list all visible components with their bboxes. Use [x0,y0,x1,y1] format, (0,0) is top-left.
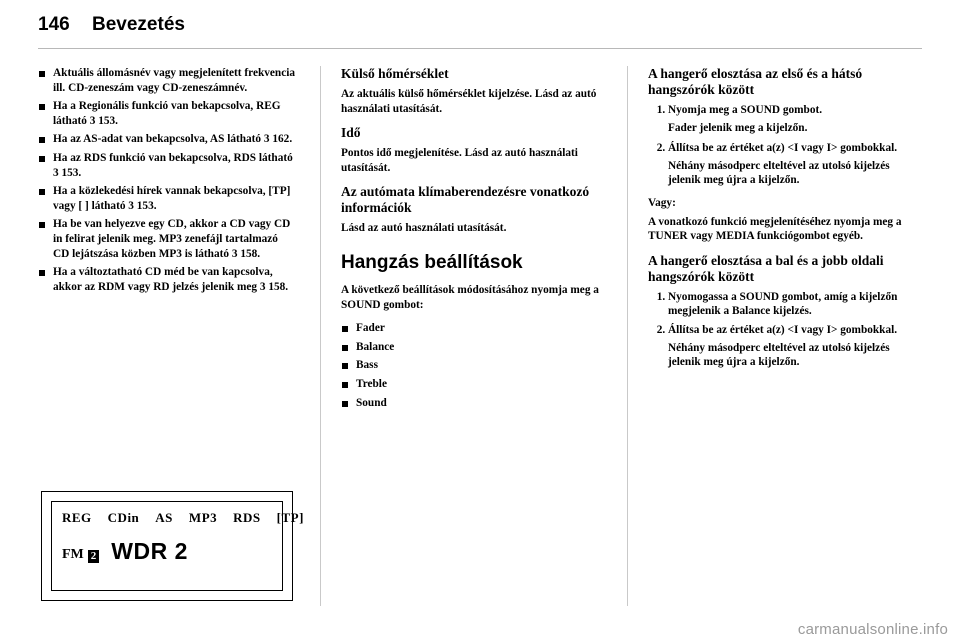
list-item: Aktuális állomásnév vagy megjelenített frekvencia ill. CD-zeneszám vagy CD-zeneszámnév. [38,66,296,95]
step-text: Állítsa be az értéket a(z) <I vagy I> gombokkal. [668,323,898,336]
step-text: Nyomja meg a SOUND gombot. [668,104,823,116]
watermark: carmanualsonline.info [797,621,948,638]
step-text: Állítsa be az értéket a(z) <I vagy I> gombokkal. [668,142,898,155]
list-item: Balance [341,340,599,355]
subheading-time: Idő [341,125,361,141]
list-item: Ha az AS-adat van bekapcsolva, AS látható 3 162. [38,132,296,147]
balance-steps [648,290,922,370]
list-item [668,290,922,319]
fader-steps [648,103,922,188]
status-cdin: CDin [107,510,140,525]
step-note: Fader jelenik meg a kijelzőn. [668,121,808,134]
list-item: Ha a közlekedési hírek vannak bekapcsolva, [TP] vagy [ ] látható 3 153. [38,184,296,213]
step-note: Néhány másodperc elteltével az utolsó kijelzés jelenik meg újra a kijelzőn. [668,341,890,369]
band-index-badge: 2 [88,550,100,563]
column-divider-1 [320,66,321,606]
page-header [38,14,922,48]
list-item: Ha az RDS funkció van bekapcsolva, RDS látható 3 153. [38,151,296,180]
column-2 [341,66,599,420]
paragraph-climate-info: Lásd az autó használati utasítását. [341,222,507,235]
header-divider [38,48,922,49]
list-item [668,323,922,370]
column-divider-2 [627,66,628,606]
list-item: Ha a változtatható CD méd be van kapcsolva, akkor az RDM vagy RD jelzés jelenik meg 3 158. [38,265,296,294]
status-reg: REG [62,510,92,525]
paragraph-outside-temp: Az aktuális külső hőmérséklet kijelzése. Lásd az autó használati utasítását. [341,88,597,115]
paragraph-time: Pontos idő megjelenítése. Lásd az autó használati utasítását. [341,147,578,174]
or-text: A vonatkozó funkció megjelenítéséhez nyomja meg a TUNER vagy MEDIA funkciógombot egyéb. [648,215,902,243]
section-title-sound-settings: Hangzás beállítások [341,251,523,273]
list-item: Fader [341,321,599,336]
display-status-row [62,510,304,526]
status-mp3: MP3 [188,510,218,525]
step-note: Néhány másodperc elteltével az utolsó kijelzés jelenik meg újra a kijelzőn. [668,159,890,187]
band-label: FM [62,547,84,563]
page-number: 146 [38,14,70,35]
list-item: Ha a Regionális funkció van bekapcsolva, REG látható 3 153. [38,99,296,128]
paragraph-sound-intro: A következő beállítások módosításához nyomja meg a SOUND gombot: [341,283,599,311]
list-item [668,141,922,188]
list-item: Bass [341,358,599,373]
feature-bullet-list [38,66,296,294]
section-title-balance: A hangerő elosztása a bal és a jobb oldali hangszórók között [648,252,884,284]
display-main-row [62,540,272,563]
list-item: Treble [341,377,599,392]
column-3 [648,66,922,378]
display-screen-frame [51,501,304,591]
column-1 [38,66,304,564]
or-label: Vagy: [648,196,676,209]
status-rds: RDS [233,510,261,525]
page-columns [38,66,922,606]
step-text: Nyomogassa a SOUND gombot, amíg a kijelzőn megjelenik a Balance kijelzés. [668,290,898,318]
list-item: Ha be van helyezve egy CD, akkor a CD vagy CD in felirat jelenik meg. MP3 zenefájl tartalmazó CD lejátszása közben MP3 is látható 3 158. [38,217,296,261]
section-title-fader: A hangerő elosztása az első és a hátsó hangszórók között [648,66,863,97]
subheading-outside-temp: Külső hőmérséklet [341,66,449,81]
sound-settings-list [341,321,599,410]
list-item: Sound [341,396,599,411]
status-tp: [TP] [276,510,304,525]
display-illustration [41,491,304,601]
list-item [668,103,922,135]
chapter-title: Bevezetés [92,14,185,35]
status-as: AS [155,510,173,525]
station-name: WDR 2 [111,538,188,564]
subheading-climate-info: Az autómata klímaberendezésre vonatkozó információk [341,184,590,216]
